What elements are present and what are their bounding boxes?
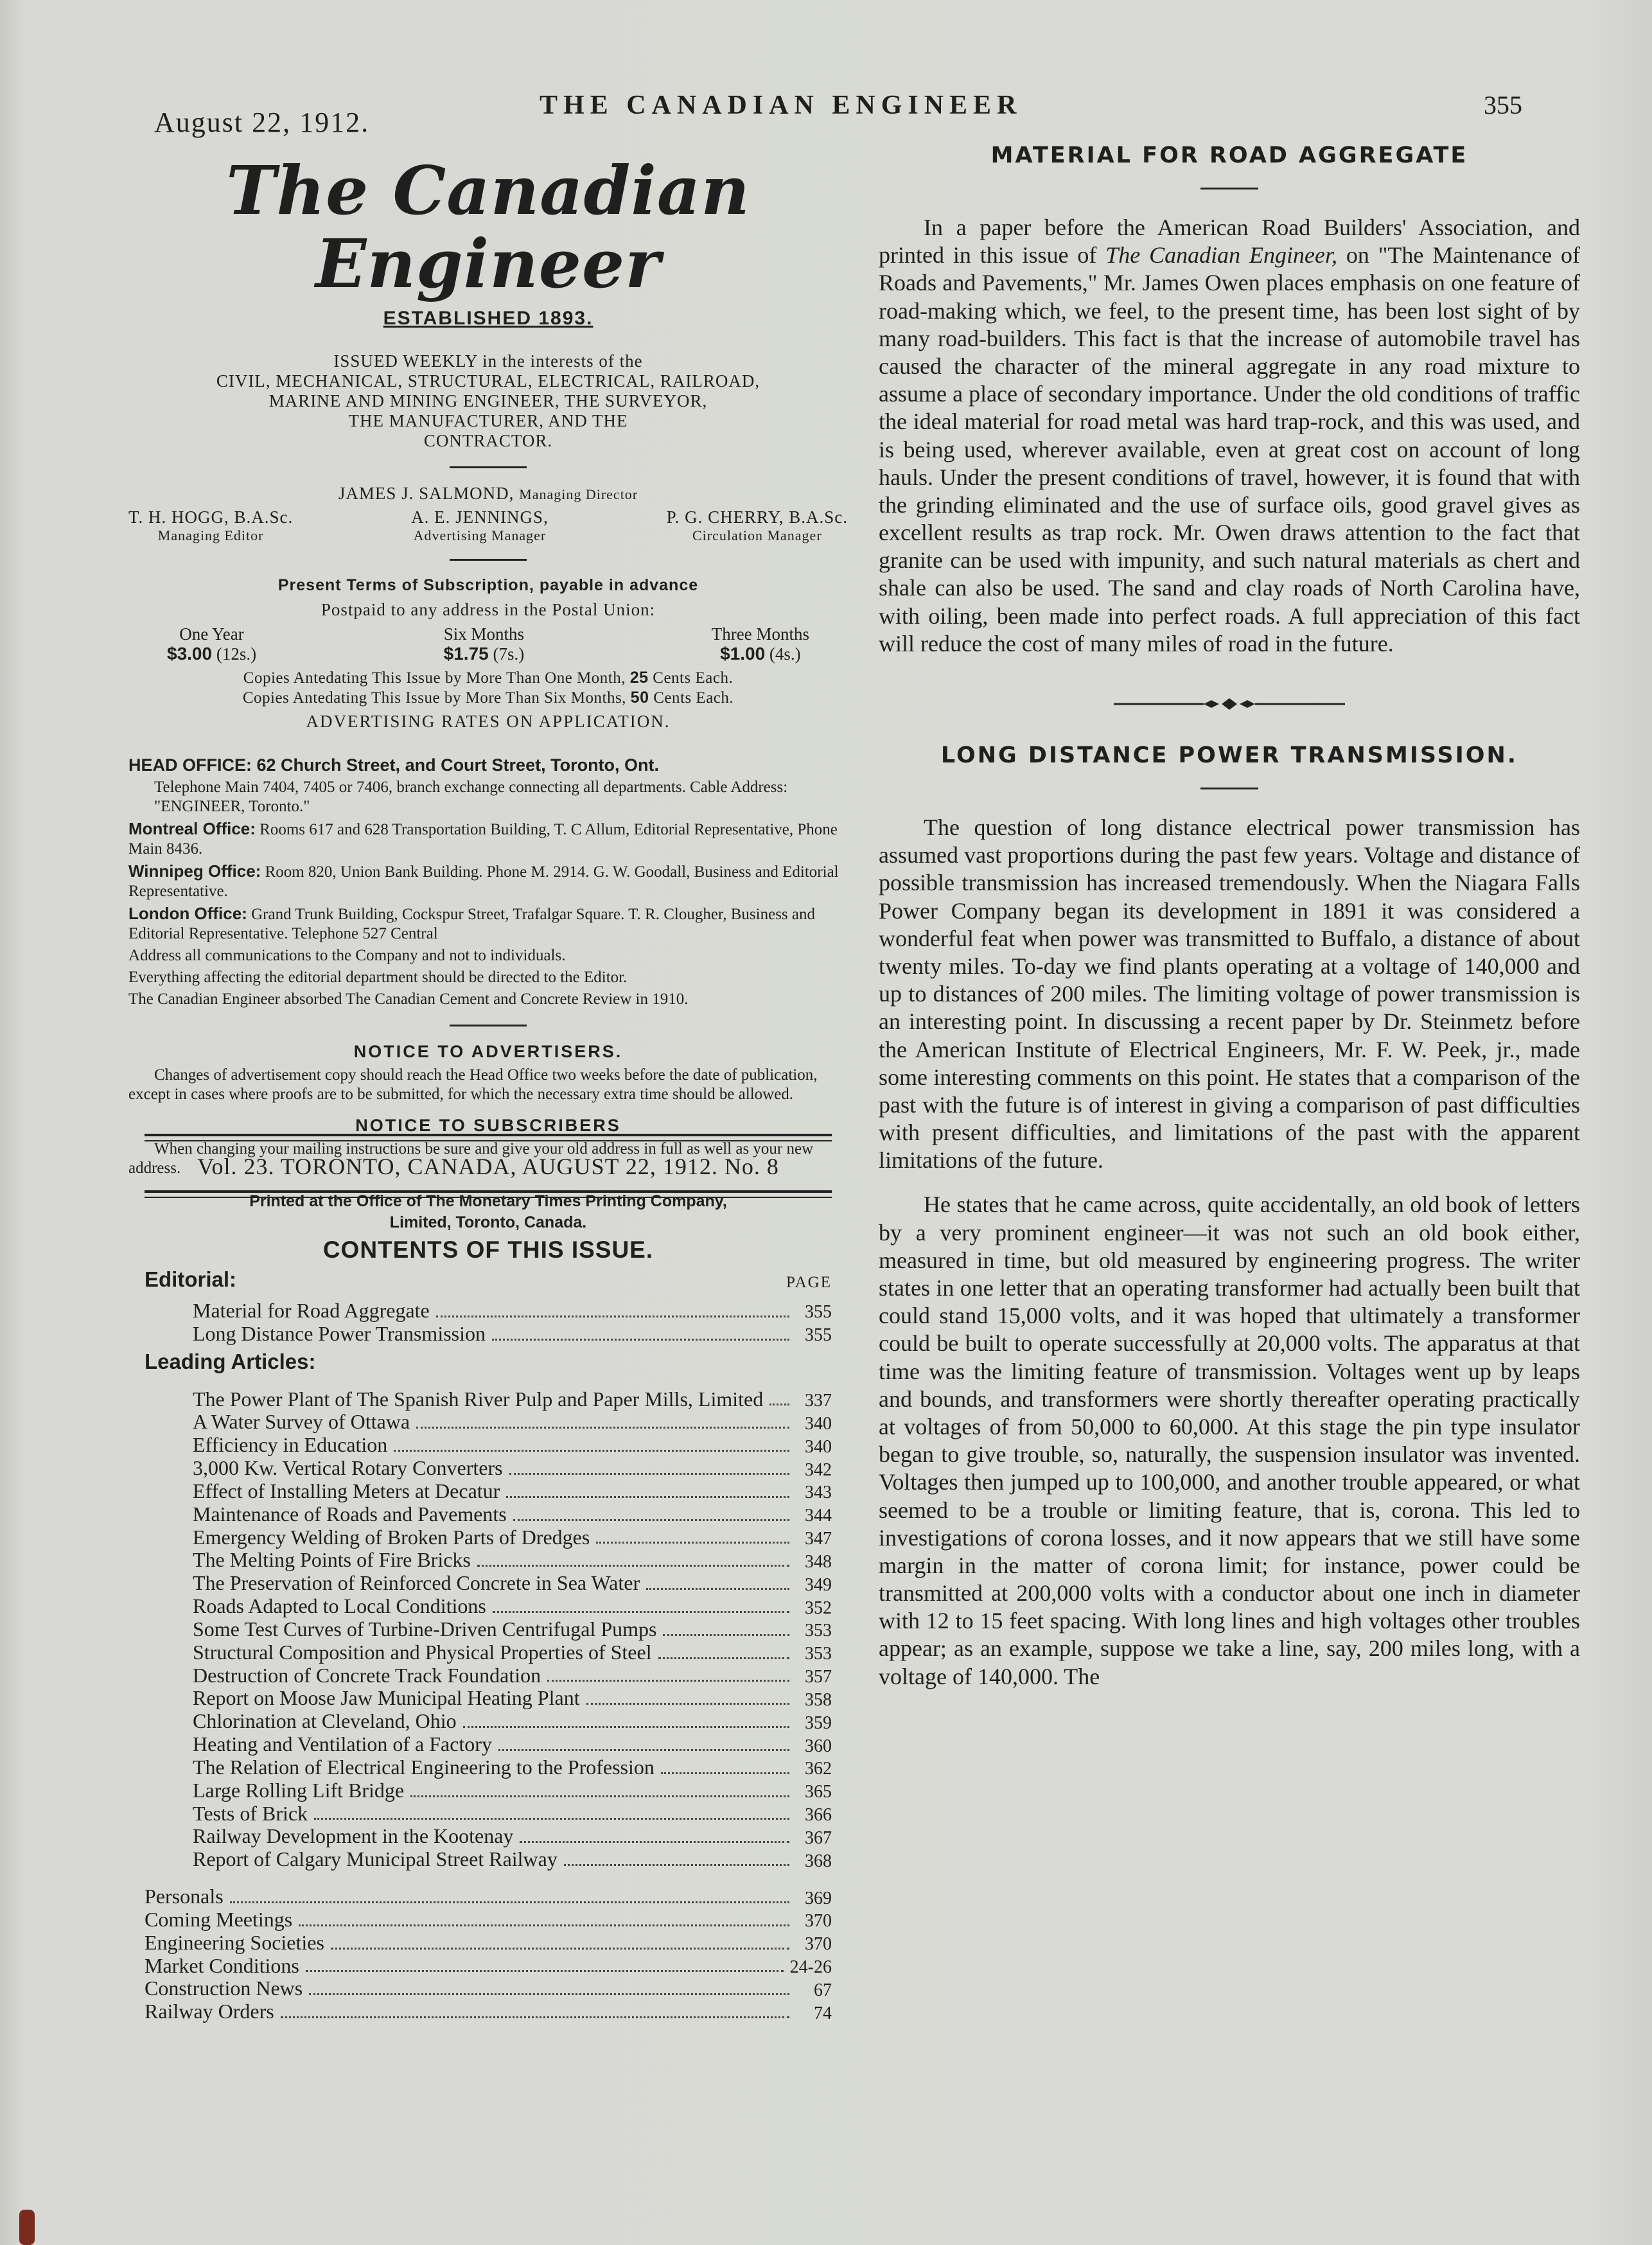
rate-price: $1.75: [443, 644, 489, 664]
leader-dots: [586, 1703, 789, 1705]
toc-page: 367: [805, 1827, 832, 1848]
issued-line: ISSUED WEEKLY in the interests of the: [333, 351, 643, 371]
toc-entry[interactable]: [193, 1825, 832, 1848]
toc-title: Roads Adapted to Local Conditions: [193, 1594, 486, 1618]
antedate-text: Cents Each.: [653, 689, 734, 707]
montreal-office: [128, 819, 848, 859]
issued-line: MARINE AND MINING ENGINEER, THE SURVEYOR,: [268, 391, 708, 410]
toc-title: Coming Meetings: [145, 1907, 293, 1931]
managing-editor-role: Managing Editor: [157, 527, 264, 544]
managing-editor-name: T. H. HOGG, B.A.Sc.: [128, 507, 294, 527]
toc-entry[interactable]: [193, 1733, 832, 1756]
toc-title: Heating and Ventilation of a Factory: [193, 1732, 492, 1756]
toc-title: Report of Calgary Municipal Street Railway: [193, 1847, 558, 1871]
editorial-column: [879, 143, 1580, 1691]
toc-page: 353: [805, 1621, 832, 1641]
editorial-note: Everything affecting the editorial department should be directed to the Editor.: [128, 969, 628, 987]
antedate-text: Copies Antedating This Issue by More Than One Month,: [243, 669, 626, 687]
toc-title: Structural Composition and Physical Properties of Steel: [193, 1640, 652, 1664]
toc-page: 352: [805, 1598, 832, 1618]
page-number: 355: [1484, 91, 1522, 119]
leader-dots: [646, 1588, 789, 1590]
printer-line: Printed at the Office of The Monetary Times Printing Company,: [249, 1192, 727, 1211]
toc-page: 343: [805, 1483, 832, 1503]
office-text: Rooms 617 and 628 Transportation Building, T. C Allum, Editorial Representative, Phone Main 8436.: [128, 821, 838, 858]
toc-page: 359: [805, 1712, 832, 1733]
article-power-transmission: [879, 743, 1580, 1691]
toc-entry[interactable]: [193, 1299, 832, 1323]
toc-page: 365: [805, 1782, 832, 1802]
editorial-heading: [145, 1267, 832, 1292]
double-rule: [145, 1134, 832, 1141]
article-title: LONG DISTANCE POWER TRANSMISSION.: [940, 743, 1518, 768]
toc-entry[interactable]: [193, 1779, 832, 1802]
leader-dots: [506, 1496, 789, 1498]
established-line: ESTABLISHED 1893.: [383, 307, 593, 329]
leader-dots: [394, 1450, 789, 1452]
toc-title: Efficiency in Education: [193, 1433, 388, 1457]
toc-page: 357: [805, 1667, 832, 1687]
office-label: Montreal Office:: [128, 819, 256, 839]
leader-dots: [230, 1901, 789, 1903]
volume-line: Vol. 23. TORONTO, CANADA, AUGUST 22, 1912. No. 8: [197, 1154, 779, 1179]
rate-three-months: [712, 625, 809, 664]
advertising-manager-role: Advertising Manager: [413, 527, 547, 544]
publication-name: The Canadian Engineer,: [1105, 242, 1337, 269]
leader-dots: [436, 1316, 789, 1317]
toc-page: 370: [805, 1911, 832, 1932]
toc-title: Tests of Brick: [193, 1801, 308, 1825]
advertising-rates: ADVERTISING RATES ON APPLICATION.: [306, 711, 671, 731]
toc-title: Construction News: [145, 1976, 303, 2000]
toc-entry[interactable]: [193, 1411, 832, 1434]
toc-entry[interactable]: [145, 1885, 832, 1908]
leader-dots: [299, 1924, 789, 1926]
office-text: Room 820, Union Bank Building. Phone M. 2914. G. W. Goodall, Business and Editorial Representative.: [128, 863, 839, 901]
toc-entry[interactable]: [193, 1323, 832, 1346]
table-of-contents: [145, 1237, 832, 2023]
article-title: MATERIAL FOR ROAD AGGREGATE: [990, 143, 1468, 168]
toc-entry[interactable]: [193, 1848, 832, 1871]
toc-page: 340: [805, 1436, 832, 1457]
article-body: [879, 214, 1580, 658]
leader-dots: [520, 1841, 789, 1843]
leader-dots: [306, 1970, 784, 1972]
section-ornament: [1114, 696, 1345, 712]
rate-one-year: [167, 625, 256, 664]
office-listing: [128, 755, 848, 1009]
paragraph: [879, 214, 1580, 658]
toc-page: 370: [805, 1934, 832, 1955]
antedate-text: Copies Antedating This Issue by More Than Six Months,: [242, 689, 626, 707]
editorial-label: Editorial:: [145, 1267, 237, 1291]
circulation-manager: [667, 507, 848, 543]
toc-entry[interactable]: [193, 1595, 832, 1618]
antedate-one-month: [128, 668, 848, 688]
toc-title: Material for Road Aggregate: [193, 1299, 430, 1322]
antedate-notes: [128, 668, 848, 708]
toc-page: 344: [805, 1506, 832, 1526]
toc-title: The Power Plant of The Spanish River Pulp and Paper Mills, Limited: [193, 1387, 764, 1411]
staff-row: [128, 507, 848, 543]
paragraph: The question of long distance electrical power transmission has assumed vast proportions during the past few years. Voltage and distance of possible transmission has increased tremendously. When the Niagara Falls Power Company began its development in 1891 it was considered a wonderful feat when power was transmitted to Buffalo, a distance of about twenty miles. To-day we find plants operating at a voltage of 140,000 and up to distances of 200 miles. The limiting voltage of power transmission is an interesting point. In discussing a recent paper by Dr. Steinmetz before the American Institute of Electrical Engineers, Mr. F. W. Peek, jr., made some interesting comments on this point. He states that a comparison of the past with the future is of interest in giving a comparison of past difficulties with present difficulties, and limitations of the past with the apparent limitations of the future.: [879, 814, 1580, 1174]
notice-advertisers-body: Changes of advertisement copy should reach the Head Office two weeks before the date of publication, except in cases where proofs are to be submitted, for which the necessary extra time should be allowed.: [128, 1066, 818, 1104]
notice-subscribers-body: When changing your mailing instructions be sure and give your old address in full as well as your new address.: [128, 1140, 814, 1177]
leader-dots: [509, 1473, 789, 1475]
toc-page: 74: [814, 2003, 832, 2023]
subscription-terms: [128, 576, 848, 731]
toc-title: Effect of Installing Meters at Decatur: [193, 1479, 500, 1502]
leader-dots: [281, 2016, 789, 2018]
toc-entry[interactable]: [193, 1457, 832, 1480]
toc-page: 67: [814, 1980, 832, 2000]
subscription-heading: Present Terms of Subscription, payable in advance: [277, 576, 699, 595]
toc-entry[interactable]: [193, 1503, 832, 1526]
head-office: HEAD OFFICE: 62 Church Street, and Court Street, Toronto, Ont.: [128, 755, 660, 775]
text-run: In a paper before the American Road Builders' Association, and printed in this issue of: [879, 215, 1580, 269]
toc-title: The Preservation of Reinforced Concrete in Sea Water: [193, 1571, 640, 1595]
toc-title: Report on Moose Jaw Municipal Heating Plant: [193, 1686, 580, 1710]
toc-entry[interactable]: [193, 1710, 832, 1733]
toc-title: Market Conditions: [145, 1953, 299, 1977]
leader-dots: [477, 1565, 789, 1567]
leader-dots: [492, 1339, 789, 1341]
running-header-title: THE CANADIAN ENGINEER: [540, 91, 1023, 120]
toc-entry[interactable]: [145, 1955, 832, 1978]
running-header-date: August 22, 1912.: [154, 107, 370, 138]
address-note: Address all communications to the Company and not to individuals.: [128, 947, 566, 965]
notice-subscribers-heading: NOTICE TO SUBSCRIBERS: [355, 1116, 621, 1136]
toc-entry[interactable]: [193, 1480, 832, 1503]
antedate-text: Cents Each.: [653, 669, 734, 687]
issued-line: THE MANUFACTURER, AND THE: [348, 410, 628, 430]
contents-title: CONTENTS OF THIS ISSUE.: [322, 1237, 654, 1263]
toc-entry[interactable]: [193, 1618, 832, 1641]
departments-list: [145, 1885, 832, 2023]
toc-page: 342: [805, 1459, 832, 1480]
toc-entry[interactable]: [193, 1756, 832, 1779]
leader-dots: [547, 1680, 789, 1682]
circulation-manager-name: P. G. CHERRY, B.A.Sc.: [666, 507, 848, 527]
rate-sterling: (4s.): [769, 644, 801, 664]
volume-banner: [145, 1134, 832, 1198]
leader-dots: [463, 1726, 789, 1728]
double-rule: [145, 1190, 832, 1198]
toc-page: 368: [805, 1851, 832, 1871]
title-rule: [1200, 188, 1258, 189]
toc-entry[interactable]: [145, 1977, 832, 2000]
rate-price: $1.00: [720, 644, 766, 664]
masthead-title: The Canadian Engineer: [226, 151, 750, 304]
rate-price: $3.00: [167, 644, 213, 664]
toc-title: 3,000 Kw. Vertical Rotary Converters: [193, 1456, 503, 1480]
notice-advertisers-heading: NOTICE TO ADVERTISERS.: [353, 1042, 623, 1062]
london-office: [128, 904, 848, 944]
toc-title: Long Distance Power Transmission: [193, 1321, 486, 1345]
toc-page: 337: [805, 1391, 832, 1411]
leader-dots: [410, 1795, 789, 1797]
postpaid-note: Postpaid to any address in the Postal Union:: [321, 600, 656, 620]
antedate-amount: 50: [630, 688, 649, 707]
rate-term: One Year: [179, 624, 244, 644]
divider: [450, 1025, 527, 1026]
leader-dots: [314, 1818, 789, 1820]
binding-mark: [19, 2210, 35, 2245]
toc-page: 347: [805, 1529, 832, 1549]
leader-dots: [661, 1772, 789, 1774]
issued-line: CONTRACTOR.: [423, 430, 553, 450]
toc-page: 360: [805, 1736, 832, 1756]
toc-title: Large Rolling Lift Bridge: [193, 1778, 405, 1802]
toc-page: 24-26: [789, 1957, 832, 1977]
leader-dots: [416, 1427, 789, 1429]
toc-page: 358: [805, 1689, 832, 1710]
printer-line: Limited, Toronto, Canada.: [389, 1213, 587, 1231]
article-body: [879, 814, 1580, 1691]
toc-page: 349: [805, 1574, 832, 1595]
toc-page: 366: [805, 1805, 832, 1826]
office-text: Grand Trunk Building, Cockspur Street, Trafalgar Square. T. R. Clougher, Business and Editorial Representative. Telephone 527 Central: [128, 906, 816, 943]
toc-entry[interactable]: [145, 1932, 832, 1955]
issued-line: CIVIL, MECHANICAL, STRUCTURAL, ELECTRICAL, RAILROAD,: [216, 371, 760, 391]
toc-title: Chlorination at Cleveland, Ohio: [193, 1709, 457, 1733]
leader-dots: [498, 1749, 789, 1751]
antedate-six-months: [128, 688, 848, 708]
rate-table: [128, 625, 848, 664]
rate-sterling: (7s.): [493, 644, 525, 664]
toc-title: Destruction of Concrete Track Foundation: [193, 1663, 541, 1687]
leader-dots: [658, 1657, 789, 1659]
leader-dots: [769, 1404, 789, 1405]
toc-entry[interactable]: [193, 1687, 832, 1710]
managing-director: [128, 484, 848, 504]
staff-listing: [128, 484, 848, 543]
toc-entry[interactable]: [193, 1664, 832, 1687]
leader-dots: [513, 1519, 789, 1521]
toc-title: Emergency Welding of Broken Parts of Dredges: [193, 1525, 590, 1549]
office-label: Winnipeg Office:: [128, 861, 261, 881]
title-rule: [1200, 788, 1258, 789]
rate-term: Three Months: [711, 624, 809, 644]
toc-page: 348: [805, 1551, 832, 1572]
divider: [450, 559, 527, 561]
toc-title: Engineering Societies: [145, 1930, 324, 1954]
toc-page: 353: [805, 1644, 832, 1664]
rate-sterling: (12s.): [216, 644, 257, 664]
leader-dots: [493, 1611, 789, 1613]
absorbed-note: The Canadian Engineer absorbed The Canadian Cement and Concrete Review in 1910.: [128, 990, 689, 1008]
managing-director-role: Managing Director: [519, 486, 638, 503]
toc-entry[interactable]: [193, 1572, 832, 1595]
toc-page: 369: [805, 1888, 832, 1908]
issued-statement: [128, 351, 848, 451]
toc-title: Maintenance of Roads and Pavements: [193, 1502, 507, 1526]
rate-six-months: [444, 625, 525, 664]
page-column-label: PAGE: [786, 1274, 832, 1291]
toc-entry[interactable]: [193, 1526, 832, 1549]
winnipeg-office: [128, 861, 848, 901]
toc-title: Railway Orders: [145, 2000, 274, 2023]
toc-title: The Relation of Electrical Engineering to the Profession: [193, 1755, 655, 1779]
advertising-manager-name: A. E. JENNINGS,: [411, 507, 549, 527]
text-run: on "The Maintenance of Roads and Pavements," Mr. James Owen places emphasis on one feature of road-making which, we feel, to the present time, has been lost sight of by many road-builders. This fact is that the increase of automobile travel has caused the character of the mineral aggregate in any road mixture to assume a place of secondary importance. Under the old conditions of traffic the ideal material for road metal was hard trap-rock, and this was used, and is being used, wherever available, even at great cost on account of long hauls. Under the present conditions of travel, however, it is found that with the grinding eliminated and the use of surface oils, good gravel gives as excellent results as trap rock. Mr. Owen draws attention to the fact that granite can be used with impunity, and such natural materials as chert and shale can also be used. The sand and clay roads of North Carolina have, with oiling, been made into perfect roads. A full appreciation of this fact will reduce the cost of many miles of road in the future.: [879, 242, 1581, 656]
toc-page: 355: [805, 1325, 832, 1346]
leading-articles-list: [145, 1388, 832, 1871]
managing-editor: [128, 507, 293, 543]
leader-dots: [663, 1634, 789, 1636]
toc-title: Railway Development in the Kootenay: [193, 1824, 514, 1848]
leading-articles-heading: [145, 1350, 832, 1374]
toc-entry[interactable]: [193, 1434, 832, 1457]
leader-dots: [309, 1993, 789, 1995]
toc-entry[interactable]: [193, 1802, 832, 1826]
toc-title: Some Test Curves of Turbine-Driven Centrifugal Pumps: [193, 1617, 657, 1641]
toc-entry[interactable]: [193, 1549, 832, 1572]
office-label: London Office:: [128, 904, 247, 924]
leading-articles-label: Leading Articles:: [145, 1349, 316, 1373]
toc-entry[interactable]: [193, 1641, 832, 1664]
rate-term: Six Months: [443, 624, 525, 644]
toc-title: A Water Survey of Ottawa: [193, 1410, 410, 1434]
paragraph: He states that he came across, quite accidentally, an old book of letters by a very prominent engineer—it was not such an old book either, measured in time, but old measured by engineering progress. The writer states in one letter that an operating transformer had actually been built that could stand 15,000 volts, and it was hoped that ultimately a transformer could be built to operate successfully at 20,000 volts. The apparatus at that time was the limiting feature of transmission. Voltages went up by leaps and bounds, and transformers were shortly thereafter operating practically at voltages of from 50,000 to 60,000. At this stage the pin type insulator began to give trouble, so, naturally, the suspension insulator was invented. Voltages then jumped up to 100,000, and another trouble appeared, or what seemed to be a trouble or limiting feature, that is, corona. This led to investigations of corona losses, and it now appears that we still have some margin in the matter of corona limit; for instance, power could be transmitted at 200,000 volts with a conductor about one inch in diameter with 12 to 15 feet spacing. With long lines and high voltages other troubles appear; as an example, suppose we take a line, say, 200 miles long, with a voltage of 140,000. The: [879, 1192, 1580, 1689]
leader-dots: [596, 1542, 789, 1544]
toc-page: 362: [805, 1759, 832, 1779]
toc-page: 355: [805, 1302, 832, 1323]
editorial-list: [145, 1299, 832, 1346]
managing-director-name: JAMES J. SALMOND,: [338, 484, 514, 504]
masthead-block: [128, 148, 848, 1233]
divider: [450, 466, 527, 468]
leader-dots: [331, 1948, 789, 1950]
toc-entry[interactable]: [193, 1388, 832, 1411]
head-office-phone: Telephone Main 7404, 7405 or 7406, branch exchange connecting all departments. Cable Address: "ENGINEER, Toronto.": [154, 779, 788, 816]
leader-dots: [564, 1864, 789, 1866]
toc-entry[interactable]: [145, 1908, 832, 1932]
toc-title: The Melting Points of Fire Bricks: [193, 1548, 471, 1572]
advertising-manager: [411, 507, 549, 543]
toc-title: Personals: [145, 1885, 224, 1908]
circulation-manager-role: Circulation Manager: [692, 527, 822, 544]
toc-entry[interactable]: [145, 2000, 832, 2023]
article-road-aggregate: [879, 143, 1580, 658]
antedate-amount: 25: [629, 668, 649, 687]
toc-page: 340: [805, 1413, 832, 1434]
